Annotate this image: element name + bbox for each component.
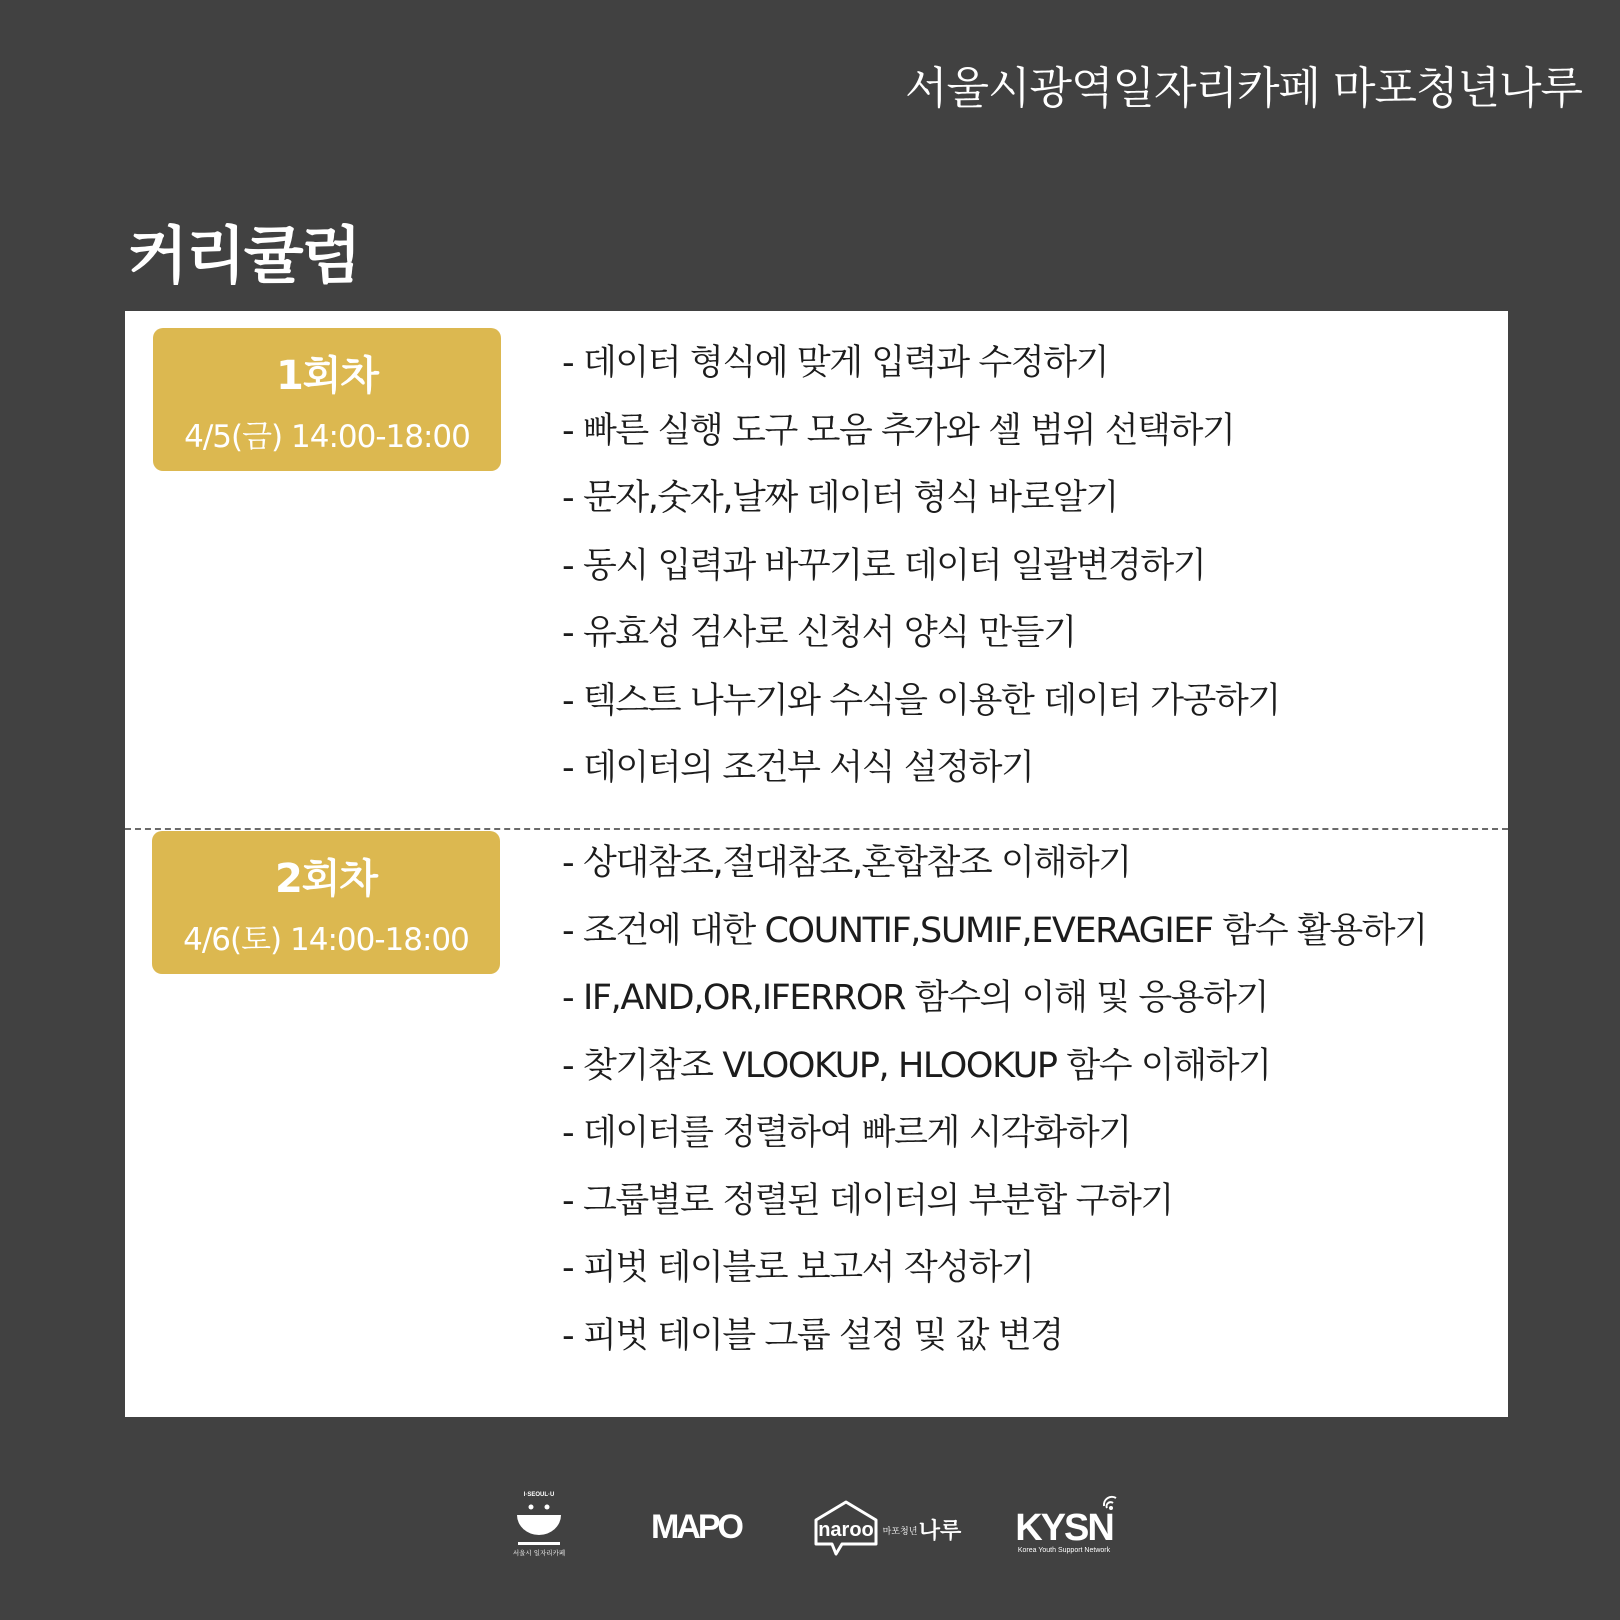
topic-item: - 빠른 실행 도구 모음 추가와 셀 범위 선택하기 [562,410,1235,451]
topic-item: - 데이터를 정렬하여 빠르게 시각화하기 [562,1113,1131,1153]
topic-item: - 찾기참조 VLOOKUP, HLOOKUP 함수 이해하기 [562,1045,1271,1086]
svg-text:I·SEOUL·U: I·SEOUL·U [523,1492,555,1498]
topic-item: - 텍스트 나누기와 수식을 이용한 데이터 가공하기 [562,680,1280,721]
session-badge [152,831,500,974]
topic-item: - 조건에 대한 COUNTIF,SUMIF,EVERAGIEF 함수 활용하기 [562,910,1427,951]
svg-text:마포청년: 마포청년 [882,1527,918,1537]
topic-item: - 피벗 테이블 그룹 설정 및 값 변경 [562,1315,1063,1356]
svg-text:KYSN: KYSN [1015,1507,1113,1549]
session-divider [125,828,1508,830]
session-title: 2회차 [274,856,378,902]
topic-item: - 상대참조,절대참조,혼합참조 이해하기 [562,843,1131,883]
session-badge [153,328,501,471]
topic-list [562,334,1280,807]
partner-logos [0,1490,1620,1560]
topic-item: - 피벗 테이블로 보고서 작성하기 [562,1248,1034,1288]
session-date: 4/6(토) 14:00-18:00 [183,922,469,958]
topic-item: - 동시 입력과 바꾸기로 데이터 일괄변경하기 [562,545,1206,586]
curriculum-card [125,311,1508,1417]
session-date: 4/5(금) 14:00-18:00 [184,419,470,455]
session-title: 1회차 [275,353,379,399]
svg-text:나루: 나루 [918,1519,962,1544]
topic-item: - 데이터의 조건부 서식 설정하기 [562,748,1034,788]
svg-text:Korea Youth Support Network: Korea Youth Support Network [1017,1547,1111,1554]
org-name: 서울시광역일자리카페 마포청년나루 [904,63,1582,114]
svg-text:MAPO: MAPO [651,1508,741,1546]
naroo-logo [812,1496,962,1556]
topic-item: - 문자,숫자,날짜 데이터 형식 바로알기 [562,478,1118,518]
mapo-logo [638,1504,754,1546]
topic-item: - 유효성 검사로 신청서 양식 만들기 [562,613,1076,653]
topic-item: - 그룹별로 정렬된 데이터의 부분합 구하기 [562,1180,1173,1221]
kysn-logo [1008,1492,1124,1556]
svg-text:naroo: naroo [818,1519,874,1541]
topic-list [562,834,1427,1374]
topic-item: - IF,AND,OR,IFERROR 함수의 이해 및 응용하기 [562,978,1269,1018]
svg-text:서울시 일자리카페: 서울시 일자리카페 [512,1549,566,1557]
seoul-jobcafe-logo [504,1490,574,1560]
page-title: 커리큘럼 [128,219,360,292]
topic-item: - 데이터 형식에 맞게 입력과 수정하기 [562,343,1109,383]
